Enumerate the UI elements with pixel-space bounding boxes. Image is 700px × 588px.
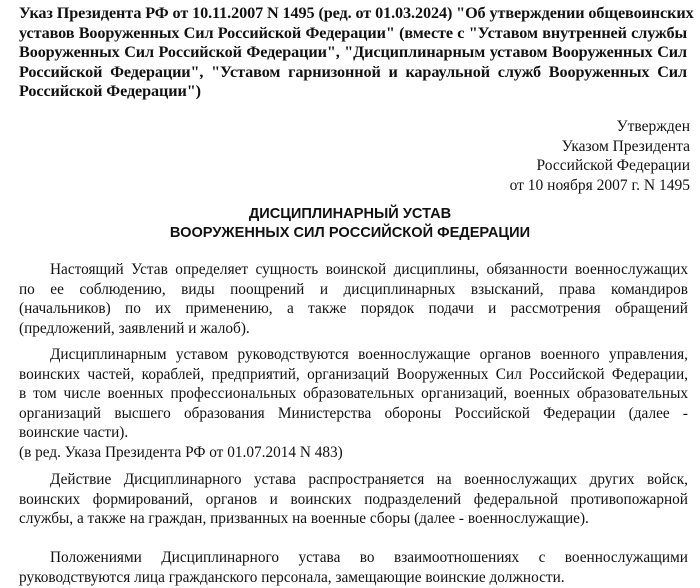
header-title-line: Указ Президента РФ от 10.11.2007 N 1495 (ред. от 01.03.2024) "Об утверждении общевоинских [19,4,694,22]
header-title-line: уставов Вооруженных Сил Российской Федерации" (вместе с "Уставом внутренней службы [19,23,687,42]
approval-line: Утвержден [616,118,690,135]
paragraph-line: (предложений, заявлений и жалоб). [19,319,250,337]
decree-header-title [19,4,694,102]
edition-note-text: (в ред. Указа Президента РФ от 01.07.2014 N 483) [19,444,343,461]
paragraph-line: воинских формирований, органов и воинских подразделений федеральной противопожарной [19,490,688,508]
document-title-line-1: ДИСЦИПЛИНАРНЫЙ УСТАВ [248,206,452,222]
paragraph-civilian-personnel [19,548,688,587]
approval-stamp [510,117,690,195]
document-title-line-2: ВООРУЖЕННЫХ СИЛ РОССИЙСКОЙ ФЕДЕРАЦИИ [169,225,531,241]
paragraph-line: в том числе военных профессиональных образовательных организаций, военных образовательных [19,385,688,403]
paragraph-line: Действие Дисциплинарного устава распространяется на военнослужащих других войск, [50,471,688,488]
paragraph-line: организаций высшего образования Министерства обороны Российской Федерации (далее - [19,404,688,422]
paragraph-line: Положениями Дисциплинарного устава во взаимоотношениях с военнослужащими [50,549,688,566]
paragraph-line: воинские части). [19,424,129,442]
header-title-line: Вооруженных Сил Российской Федерации", "Дисциплинарным уставом Вооруженных Сил [19,43,687,62]
header-title-line: Российской Федерации", "Уставом гарнизонной и караульной служб Вооруженных Сил [19,62,687,81]
paragraph-line: по ее соблюдению, виды поощрений и дисциплинарных взысканий, права командиров [19,280,688,298]
paragraph-line: (начальников) по их применению, а также порядок подачи и рассмотрения обращений [19,300,688,318]
document-title [0,205,700,243]
paragraph-line: воинских частей, кораблей, предприятий, организаций Вооруженных Сил Российской Федерации, [19,365,688,383]
approval-line: Российской Федерации [536,157,690,175]
header-title-line: Российской Федерации") [19,82,201,101]
paragraph-purpose [19,260,688,338]
approval-line: от 10 ноября 2007 г. N 1495 [509,176,690,194]
paragraph-line: Дисциплинарным уставом руководствуются военнослужащие органов военного управления, [50,346,688,363]
paragraph-applicability [19,470,688,529]
paragraph-line: службы, а также на граждан, призванных на военные сборы (далее - военнослужащие). [19,510,589,528]
approval-line: Указом Президента [561,137,690,155]
edition-note [19,443,688,463]
paragraph-scope [19,345,688,443]
paragraph-line: Настоящий Устав определяет сущность воинской дисциплины, обязанности военнослужащих [50,261,688,278]
paragraph-line: руководствуются лица гражданского персонала, замещающие воинские должности. [19,568,565,586]
